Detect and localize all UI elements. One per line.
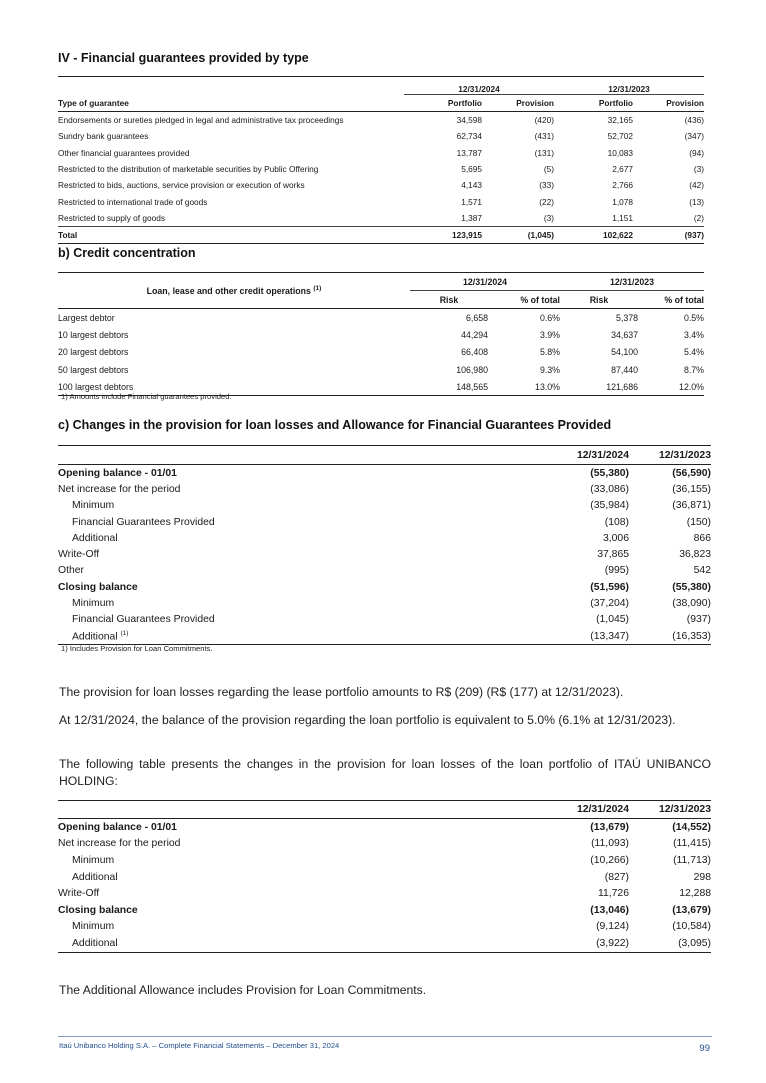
row-label <box>58 885 543 902</box>
table-row <box>58 112 704 129</box>
table-row <box>58 579 711 595</box>
debtor-label: 50 largest debtors <box>58 364 129 375</box>
paragraph-lease-provision: The provision for loan losses regarding the lease portfolio amounts to R$ (209) (R$ (177) at 12/31/2023). <box>59 685 624 699</box>
portfolio-2023-value: 1,078 <box>612 196 633 207</box>
provision-2024-value: (131) <box>534 147 554 158</box>
value-2024: (37,204) <box>590 598 629 610</box>
debtor-label: 100 largest debtors <box>58 381 134 392</box>
header-date-2024: 12/31/2024 <box>576 449 629 461</box>
row-label-text: Minimum <box>72 598 115 610</box>
portfolio-2024-value: 62,734 <box>456 131 482 142</box>
row-label-text: Minimum <box>72 921 115 933</box>
table-row <box>58 885 711 902</box>
portfolio-2023-value: 52,702 <box>607 131 633 142</box>
value-2023: (13,679) <box>672 904 711 916</box>
credit-concentration-table <box>58 272 704 396</box>
provision-2024-value: (5) <box>543 164 554 175</box>
value-2024: (827) <box>604 871 629 883</box>
row-label-text: Minimum <box>72 854 115 866</box>
row-label <box>58 595 543 611</box>
paragraph-provision-balance: At 12/31/2024, the balance of the provision regarding the loan portfolio is equivalent to 5.0% (6.1% at 12/31/2023). <box>59 713 676 727</box>
provision-2023-value: (347) <box>684 131 704 142</box>
table-row <box>58 902 711 919</box>
portfolio-2024-value: 34,598 <box>456 115 482 126</box>
risk-2024-value: 106,980 <box>456 364 488 375</box>
row-label <box>58 546 543 562</box>
table-row <box>58 465 711 482</box>
pct-2024-value: 9.3% <box>539 364 560 375</box>
guarantee-type-label: Restricted to international trade of goods <box>58 196 208 207</box>
row-label <box>58 869 543 886</box>
portfolio-2024-value: 1,571 <box>461 196 482 207</box>
header-date-2024: 12/31/2024 <box>576 804 629 815</box>
header-date-2023: 12/31/2023 <box>560 273 704 291</box>
risk-2023-value: 5,378 <box>615 312 638 323</box>
row-label <box>58 498 543 514</box>
portfolio-2024-value: 5,695 <box>461 164 482 175</box>
value-2023: (55,380) <box>672 581 711 593</box>
row-label <box>58 819 543 836</box>
row-label-text: Net increase for the period <box>58 838 181 850</box>
row-label-text: Closing balance <box>58 581 138 593</box>
table-row <box>58 546 711 562</box>
table-row <box>58 210 704 227</box>
header-pct-2024: % of total <box>520 294 560 305</box>
value-2024: (33,086) <box>590 483 629 495</box>
debtor-label: Largest debtor <box>58 312 115 323</box>
value-2023: (3,095) <box>678 937 711 949</box>
provision-2024-value: (420) <box>534 115 554 126</box>
provision-2023-value: (42) <box>689 180 704 191</box>
header-risk-2023: Risk <box>589 294 609 305</box>
row-label <box>58 612 543 628</box>
pct-2023-value: 8.7% <box>683 364 704 375</box>
row-label-text: Other <box>58 565 84 577</box>
total-provision-2024: (1,045) <box>527 230 554 241</box>
pct-2023-value: 12.0% <box>679 381 704 392</box>
risk-2023-value: 54,100 <box>611 347 638 358</box>
value-2023: (56,590) <box>672 467 711 479</box>
section-iv-title: IV - Financial guarantees provided by type <box>58 51 309 65</box>
row-label <box>58 481 543 497</box>
header-loan-lease: Loan, lease and other credit operations $^{(1)}$ <box>146 285 322 297</box>
guarantee-type-label: Other financial guarantees provided <box>58 147 190 158</box>
value-2024: (9,124) <box>596 921 629 933</box>
value-2024: (51,596) <box>590 581 629 593</box>
value-2023: (14,552) <box>672 821 711 833</box>
header-type-of-guarantee: Type of guarantee <box>58 97 129 108</box>
header-date-2023: 12/31/2023 <box>658 449 711 461</box>
provision-changes-table <box>58 445 711 645</box>
value-2023: (10,584) <box>672 921 711 933</box>
row-label-text: Additional <box>72 532 118 544</box>
debtor-label: 10 largest debtors <box>58 330 129 341</box>
pct-2024-value: 3.9% <box>539 330 560 341</box>
value-2024: 37,865 <box>597 549 629 561</box>
value-2023: (16,353) <box>672 630 711 642</box>
table-row <box>58 612 711 628</box>
row-label <box>58 935 543 952</box>
value-2023: (36,871) <box>672 500 711 512</box>
risk-2024-value: 6,658 <box>465 312 488 323</box>
table-row <box>58 481 711 497</box>
header-portfolio-2023: Portfolio <box>598 98 633 108</box>
provision-2024-value: (22) <box>539 196 554 207</box>
table-row <box>58 563 711 579</box>
pct-2024-value: 0.6% <box>539 312 560 323</box>
provision-2023-value: (2) <box>693 212 704 223</box>
value-2023: (11,415) <box>673 838 711 850</box>
row-label <box>58 579 543 595</box>
table-row <box>58 327 704 344</box>
table-row <box>58 161 704 177</box>
table-row <box>58 498 711 514</box>
debtor-label: 20 largest debtors <box>58 347 129 358</box>
value-2023: 542 <box>693 565 711 577</box>
value-2024: (3,922) <box>596 937 629 949</box>
portfolio-2023-value: 2,766 <box>612 180 633 191</box>
risk-2023-value: 121,686 <box>606 381 638 392</box>
table-row <box>58 869 711 886</box>
pct-2024-value: 13.0% <box>535 381 560 392</box>
guarantee-type-label: Sundry bank guarantees <box>58 131 149 142</box>
row-label <box>58 919 543 936</box>
value-2024: (11,093) <box>591 838 629 850</box>
row-label-text: Net increase for the period <box>58 483 181 495</box>
paragraph-following-table: The following table presents the changes in the provision for loan losses of the loan portfolio of ITAÚ UNIBANCO HOLDING: <box>59 757 711 788</box>
header-date-2023: 12/31/2023 <box>658 804 711 815</box>
value-2024: (995) <box>604 565 629 577</box>
value-2024: (10,266) <box>590 854 629 866</box>
provision-2023-value: (436) <box>684 115 704 126</box>
value-2023: 12,288 <box>679 888 711 900</box>
section-c-note: 1) Includes Provision for Loan Commitments. <box>61 644 213 653</box>
footer-divider <box>58 1036 712 1037</box>
row-label-text: Additional <box>72 871 118 883</box>
row-label <box>58 465 543 482</box>
guarantee-type-label: Restricted to supply of goods <box>58 212 165 223</box>
header-risk-2024: Risk <box>439 294 459 305</box>
value-2024: (55,380) <box>590 467 629 479</box>
financial-guarantees-table <box>58 76 704 244</box>
row-label-text: Financial Guarantees Provided <box>72 614 215 626</box>
header-date-2024: 12/31/2024 <box>410 273 560 291</box>
value-2023: (150) <box>686 516 711 528</box>
portfolio-2023-value: 1,151 <box>612 212 633 223</box>
header-pct-2023: % of total <box>664 294 704 305</box>
pct-2023-value: 3.4% <box>683 330 704 341</box>
portfolio-2024-value: 13,787 <box>456 147 482 158</box>
table-row <box>58 595 711 611</box>
value-2023: (36,155) <box>672 483 711 495</box>
value-2024: 11,726 <box>597 888 629 900</box>
row-label <box>58 628 543 645</box>
provision-2024-value: (33) <box>539 180 554 191</box>
value-2023: 298 <box>693 871 711 883</box>
row-label <box>58 514 543 530</box>
header-date-2023: 12/31/2023 <box>554 77 704 95</box>
section-b-title: b) Credit concentration <box>58 246 196 260</box>
row-label-text: Additional <box>72 937 118 949</box>
table-row <box>58 628 711 645</box>
value-2024: (13,347) <box>590 630 629 642</box>
table-row <box>58 145 704 161</box>
value-2024: (13,046) <box>590 904 629 916</box>
row-label-text: Opening balance - 01/01 <box>58 467 177 479</box>
row-label <box>58 836 543 853</box>
risk-2023-value: 34,637 <box>611 330 638 341</box>
provision-2024-value: (3) <box>543 212 554 223</box>
table-row <box>58 852 711 869</box>
header-provision-2024: Provision <box>516 98 554 108</box>
page-number: 99 <box>699 1043 710 1054</box>
row-label-text: Closing balance <box>58 904 138 916</box>
footnote-marker: (1) <box>120 629 129 637</box>
risk-2024-value: 44,294 <box>461 330 488 341</box>
value-2024: (35,984) <box>590 500 629 512</box>
table-row <box>58 344 704 361</box>
value-2024: 3,006 <box>602 532 629 544</box>
value-2023: (937) <box>686 614 711 626</box>
portfolio-2023-value: 2,677 <box>612 164 633 175</box>
provision-2023-value: (94) <box>689 147 704 158</box>
header-provision-2023: Provision <box>666 98 704 108</box>
value-2023: (11,713) <box>673 854 711 866</box>
total-portfolio-2024: 123,915 <box>452 230 482 241</box>
guarantee-type-label: Endorsements or sureties pledged in legal and administrative tax proceedings <box>58 115 344 126</box>
portfolio-2024-value: 1,387 <box>461 212 482 223</box>
table-row <box>58 919 711 936</box>
risk-2023-value: 87,440 <box>611 364 638 375</box>
provision-2023-value: (3) <box>693 164 704 175</box>
row-label <box>58 563 543 579</box>
table-row <box>58 309 704 327</box>
provision-2023-value: (13) <box>689 196 704 207</box>
pct-2023-value: 5.4% <box>683 347 704 358</box>
row-label <box>58 530 543 546</box>
total-row <box>58 227 704 244</box>
portfolio-2023-value: 10,083 <box>607 147 633 158</box>
row-label <box>58 852 543 869</box>
value-2023: 36,823 <box>679 549 711 561</box>
value-2024: (108) <box>604 516 629 528</box>
row-label-text: Opening balance - 01/01 <box>58 821 177 833</box>
guarantee-type-label: Restricted to bids, auctions, service provision or execution of works <box>58 180 305 191</box>
table-row <box>58 836 711 853</box>
total-provision-2023: (937) <box>684 230 704 241</box>
row-label-text: Minimum <box>72 500 115 512</box>
portfolio-2023-value: 32,165 <box>607 115 633 126</box>
header-portfolio-2024: Portfolio <box>447 98 482 108</box>
footer-text: Itaú Unibanco Holding S.A. – Complete Financial Statements – December 31, 2024 <box>59 1041 340 1050</box>
table-row <box>58 819 711 836</box>
row-label-text: Write-Off <box>58 549 100 561</box>
value-2023: (38,090) <box>672 598 711 610</box>
table-row <box>58 530 711 546</box>
guarantee-type-label: Restricted to the distribution of marketable securities by Public Offering <box>58 164 319 175</box>
row-label-text: Financial Guarantees Provided <box>72 516 215 528</box>
section-b-note: 1) Amounts include Financial guarantees provided. <box>61 392 232 401</box>
section-c-title: c) Changes in the provision for loan losses and Allowance for Financial Guarantees Provided <box>58 418 612 432</box>
row-label-text: Additional <box>72 631 118 643</box>
table-row <box>58 128 704 144</box>
risk-2024-value: 148,565 <box>456 381 488 392</box>
provision-2024-value: (431) <box>534 131 554 142</box>
portfolio-2024-value: 4,143 <box>461 180 482 191</box>
pct-2023-value: 0.5% <box>683 312 704 323</box>
paragraph-additional-allowance: The Additional Allowance includes Provision for Loan Commitments. <box>59 983 427 997</box>
table-row <box>58 361 704 378</box>
table-row <box>58 193 704 209</box>
table-row <box>58 935 711 952</box>
header-date-2024: 12/31/2024 <box>404 77 554 95</box>
value-2024: (1,045) <box>596 614 629 626</box>
row-label-text: Write-Off <box>58 888 100 900</box>
value-2023: 866 <box>693 532 711 544</box>
table-row <box>58 514 711 530</box>
risk-2024-value: 66,408 <box>461 347 488 358</box>
loan-portfolio-provision-table <box>58 800 711 953</box>
table-row <box>58 177 704 193</box>
row-label <box>58 902 543 919</box>
value-2024: (13,679) <box>590 821 629 833</box>
pct-2024-value: 5.8% <box>539 347 560 358</box>
total-label: Total <box>58 230 78 241</box>
total-portfolio-2023: 102,622 <box>603 230 633 241</box>
